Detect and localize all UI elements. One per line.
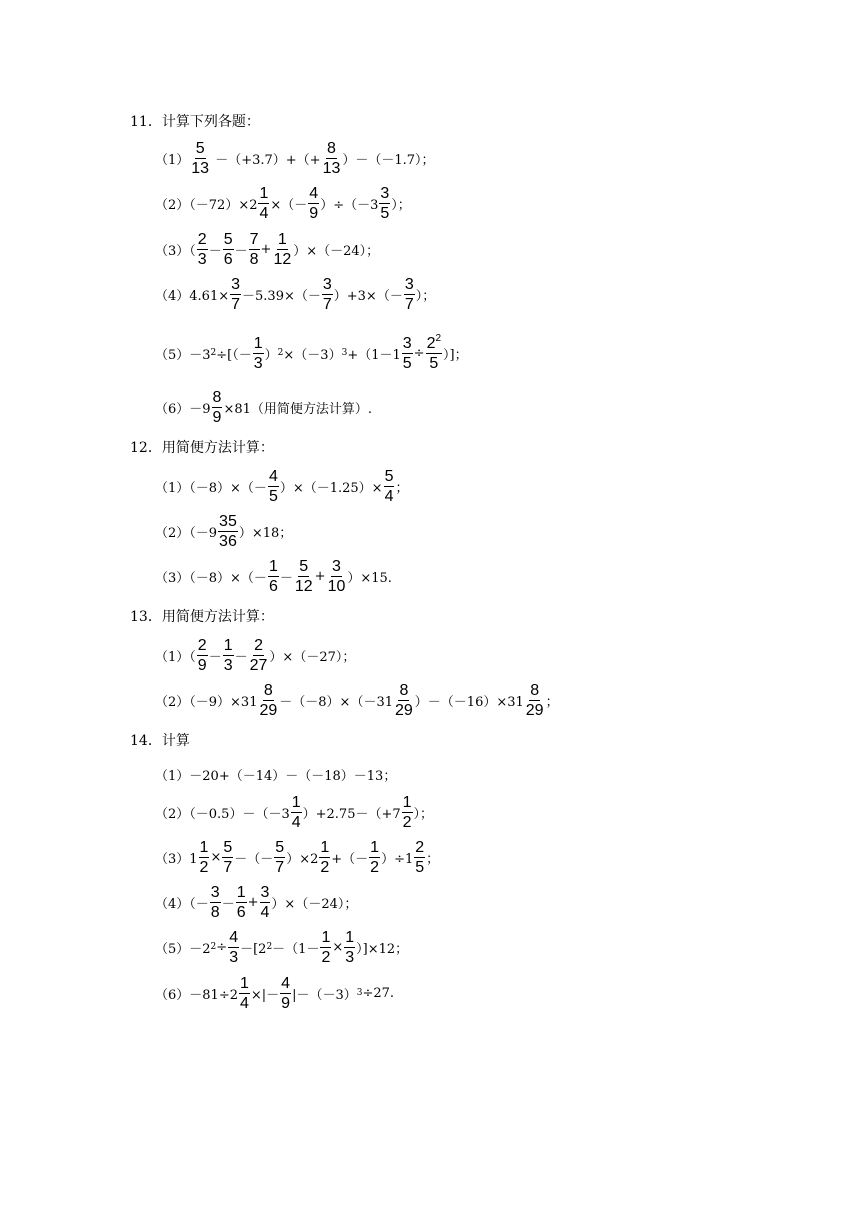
text: （3）（ <box>155 243 196 259</box>
text: （1）（－8）×（－ <box>155 480 267 496</box>
text: ； <box>426 851 440 867</box>
fraction <box>268 468 279 505</box>
numerator: 4 <box>281 974 291 992</box>
text: ÷27. <box>362 985 395 1001</box>
denominator: 13 <box>322 159 341 177</box>
text: － <box>234 649 248 665</box>
fraction <box>525 682 545 719</box>
fraction <box>268 558 279 595</box>
question-11-title: 11．计算下列各题： <box>130 114 260 130</box>
numerator: 1 <box>253 334 263 352</box>
text: －（+3.7）+（+ <box>211 152 321 168</box>
exponent: 2 <box>435 332 442 344</box>
numerator: 1 <box>277 230 287 248</box>
q11-item-6 <box>155 387 372 427</box>
numerator: 4 <box>268 467 278 485</box>
text: ×（－ <box>270 197 308 213</box>
text: |－（－3） <box>292 987 357 1003</box>
fraction <box>322 140 342 177</box>
text: ）； <box>413 806 434 822</box>
numerator: 2 <box>254 636 263 654</box>
q14-item-6: （6）－81÷2 $\frac{1}{4}$ ×|－ $\frac{4}{9}$ |－（－3） 3 ÷27. <box>155 974 395 1012</box>
numerator: 1 <box>199 838 209 856</box>
q11-item-5: （5）－3 2 ÷[（－ $\frac{1}{3}$ ） 2 ×（－3） 3 +（1－1 $\frac{3}{5}$ ÷ $\frac{2^2}{5}$ ）]； <box>155 332 468 372</box>
denominator: 10 <box>327 577 346 595</box>
numerator: 2 <box>197 230 207 248</box>
fraction <box>249 231 260 268</box>
text: ）÷（－3 <box>320 197 379 213</box>
q14-item-4 <box>155 882 357 922</box>
denominator: 9 <box>281 994 291 1012</box>
denominator: 9 <box>197 656 207 674</box>
denominator: 9 <box>212 408 222 426</box>
q11-item-1 <box>155 138 435 178</box>
text: × <box>332 939 344 955</box>
fraction <box>327 558 347 595</box>
fraction <box>320 929 331 966</box>
text: （4）4.61× <box>155 288 230 304</box>
denominator: 7 <box>223 858 233 876</box>
text: （2）（－72）×2 <box>155 197 258 213</box>
fraction <box>199 839 210 876</box>
text: － <box>221 896 235 912</box>
text: ×81（用简便方法计算）. <box>223 401 373 417</box>
text: ）+2.75－（+7 <box>302 806 401 822</box>
numerator: 5 <box>223 230 233 248</box>
q13-item-2 <box>155 680 559 720</box>
q11-item-3 <box>155 229 379 269</box>
numerator: 3 <box>260 883 270 901</box>
fraction <box>249 637 269 674</box>
text: ÷ <box>413 345 425 361</box>
denominator: 36 <box>219 532 237 550</box>
denominator: 4 <box>239 994 249 1012</box>
numerator: 5 <box>195 139 205 157</box>
fraction <box>274 839 285 876</box>
text: ） <box>264 347 278 363</box>
text: （3）（－8）×（－ <box>155 570 267 586</box>
denominator: 12 <box>273 250 292 268</box>
numerator: 1 <box>321 928 331 946</box>
text: － <box>279 570 293 586</box>
text: －（－ <box>234 851 274 867</box>
fraction <box>404 276 415 313</box>
denominator: 8 <box>249 250 259 268</box>
q14-item-3 <box>155 837 439 877</box>
numerator: 1 <box>402 793 412 811</box>
text: － <box>208 243 222 259</box>
text: － <box>208 649 222 665</box>
fraction <box>384 468 395 505</box>
question-14-title: 14．计算 <box>130 733 190 749</box>
numerator <box>426 332 442 354</box>
q14-item-2 <box>155 792 433 832</box>
fraction <box>218 513 238 550</box>
numerator: 1 <box>239 974 249 992</box>
numerator: 1 <box>236 883 246 901</box>
numerator: 8 <box>399 681 409 699</box>
numerator: 3 <box>322 275 332 293</box>
text: （2）（－9 <box>155 525 218 541</box>
text: （1）（ <box>155 649 196 665</box>
denominator: 3 <box>223 656 233 674</box>
denominator: 3 <box>197 250 207 268</box>
q12-item-3 <box>155 556 392 596</box>
text: （1）－20+（－14）－（－18）－13； <box>155 768 397 784</box>
fraction <box>308 185 319 222</box>
fraction <box>426 332 442 372</box>
numerator: 1 <box>291 793 301 811</box>
text: ）÷1 <box>381 851 414 867</box>
denominator: 3 <box>229 948 239 966</box>
numerator: 5 <box>299 557 309 575</box>
q12-item-2 <box>155 511 292 551</box>
text: （6）－9 <box>155 401 211 417</box>
text: ； <box>545 694 559 710</box>
fraction <box>222 839 233 876</box>
fraction <box>402 335 413 372</box>
denominator: 4 <box>260 903 270 921</box>
q14-item-1 <box>155 754 396 794</box>
denominator: 6 <box>236 903 246 921</box>
text: （5）－2 <box>155 941 211 957</box>
fraction <box>414 839 425 876</box>
numerator: 4 <box>309 184 319 202</box>
fraction <box>223 231 234 268</box>
text: ×（－3） <box>283 347 342 363</box>
text: （1） <box>155 152 190 168</box>
fraction <box>402 794 413 831</box>
q14-item-5: （5）－2 2 ÷ $\frac{4}{3}$ －[2 2 －（1－ $\frac{1}{2}$ × $\frac{1}{3}$ ）]×12； <box>155 928 409 966</box>
text: ）×18； <box>238 525 293 541</box>
fraction <box>369 839 380 876</box>
text: ）×（－1.25）× <box>279 480 383 496</box>
text: （2）（－9）×31 <box>155 694 258 710</box>
numerator: 4 <box>229 928 239 946</box>
q12-item-1 <box>155 466 409 506</box>
text: （2）（－0.5）－（－3 <box>155 806 290 822</box>
denominator: 2 <box>320 858 330 876</box>
fraction <box>379 185 390 222</box>
text: ）； <box>391 197 411 213</box>
text: +（1－1 <box>347 347 401 363</box>
fraction <box>272 231 292 268</box>
text: ）－（－1.7）； <box>342 152 435 168</box>
numerator: 5 <box>223 838 233 856</box>
numerator: 3 <box>380 184 390 202</box>
denominator: 9 <box>309 204 319 222</box>
denominator: 12 <box>294 577 313 595</box>
numerator: 3 <box>402 334 412 352</box>
text: ×|－ <box>250 987 280 1003</box>
denominator: 7 <box>404 295 414 313</box>
numerator: 8 <box>263 681 273 699</box>
text: ）－（－16）×31 <box>414 694 524 710</box>
denominator: 5 <box>380 204 390 222</box>
denominator: 5 <box>268 487 278 505</box>
text: （3）1 <box>155 851 198 867</box>
fraction <box>236 884 247 921</box>
denominator: 5 <box>429 354 439 372</box>
denominator: 5 <box>415 858 425 876</box>
text: ）]； <box>443 347 468 363</box>
q11-item-2 <box>155 183 411 223</box>
denominator: 29 <box>525 701 544 719</box>
text: （4）（－ <box>155 896 209 912</box>
text: ）×（－24）； <box>271 896 358 912</box>
fraction <box>260 884 271 921</box>
text: ）×15. <box>347 570 392 586</box>
text: ）×（－27）； <box>269 649 356 665</box>
numerator: 3 <box>404 275 414 293</box>
fraction <box>223 637 234 674</box>
fraction <box>280 975 291 1012</box>
denominator: 7 <box>231 295 241 313</box>
text: ）+3×（－ <box>333 288 403 304</box>
fraction <box>197 637 208 674</box>
numerator: 1 <box>268 557 278 575</box>
denominator: 2 <box>402 813 412 831</box>
q13-item-1 <box>155 635 355 675</box>
text: + <box>314 568 326 584</box>
numerator: 1 <box>370 838 380 856</box>
question-13-title: 13．用简便方法计算： <box>130 609 274 625</box>
fraction <box>258 185 269 222</box>
text: + <box>260 241 272 257</box>
text: －（－8）×（－31 <box>279 694 393 710</box>
text: －5.39×（－ <box>242 288 321 304</box>
denominator: 4 <box>259 204 269 222</box>
fraction <box>322 276 333 313</box>
fraction <box>212 389 223 426</box>
text: ）×（－24）； <box>293 243 380 259</box>
numerator: 35 <box>219 512 237 530</box>
denominator: 3 <box>345 948 355 966</box>
denominator: 5 <box>402 354 412 372</box>
numerator: 8 <box>212 388 222 406</box>
denominator: 3 <box>253 354 263 372</box>
text: （6）－81÷2 <box>155 987 238 1003</box>
fraction <box>190 140 210 177</box>
fraction <box>239 975 250 1012</box>
text: ； <box>395 480 409 496</box>
denominator: 8 <box>210 903 220 921</box>
text: × <box>210 849 222 865</box>
numerator: 5 <box>384 467 394 485</box>
fraction <box>228 929 239 966</box>
denominator: 2 <box>321 948 331 966</box>
numerator: 2 <box>197 636 207 654</box>
denominator: 2 <box>370 858 380 876</box>
numerator: 8 <box>327 139 336 157</box>
denominator: 6 <box>268 577 278 595</box>
text: ÷ <box>216 939 228 955</box>
fraction <box>319 839 330 876</box>
fraction <box>394 682 414 719</box>
text: +（－ <box>331 851 369 867</box>
text: －[2 <box>240 941 267 957</box>
numerator: 3 <box>231 275 241 293</box>
denominator: 7 <box>275 858 285 876</box>
fraction <box>294 558 314 595</box>
denominator: 13 <box>191 159 210 177</box>
numerator: 1 <box>259 184 269 202</box>
text: ）]×12； <box>356 941 409 957</box>
denominator: 29 <box>395 701 413 719</box>
text: ÷[（－ <box>216 347 252 363</box>
fraction <box>210 884 221 921</box>
denominator: 27 <box>249 656 268 674</box>
fraction <box>230 276 241 313</box>
numerator: 1 <box>223 636 233 654</box>
numerator: 8 <box>530 681 540 699</box>
denominator: 4 <box>384 487 394 505</box>
denominator: 2 <box>199 858 209 876</box>
denominator: 6 <box>223 250 233 268</box>
numerator: 2 <box>415 838 425 856</box>
numerator: 3 <box>332 557 341 575</box>
text: ）×2 <box>286 851 319 867</box>
text: －（1－ <box>272 941 320 957</box>
numerator: 7 <box>249 230 259 248</box>
fraction <box>258 682 278 719</box>
fraction <box>197 231 208 268</box>
numerator: 1 <box>320 838 330 856</box>
fraction <box>344 929 355 966</box>
denominator: 29 <box>259 701 278 719</box>
text: + <box>247 894 259 910</box>
fraction <box>253 335 264 372</box>
numerator: 3 <box>210 883 220 901</box>
text: － <box>234 243 248 259</box>
q11-item-4 <box>155 274 435 314</box>
denominator: 4 <box>291 813 301 831</box>
question-12-title: 12．用简便方法计算： <box>130 440 274 456</box>
text: （5）－3 <box>155 347 211 363</box>
numerator-base: 2 <box>426 334 436 352</box>
denominator: 7 <box>322 295 332 313</box>
numerator: 5 <box>275 838 285 856</box>
text: ）； <box>415 288 436 304</box>
fraction <box>291 794 302 831</box>
numerator: 1 <box>345 928 355 946</box>
